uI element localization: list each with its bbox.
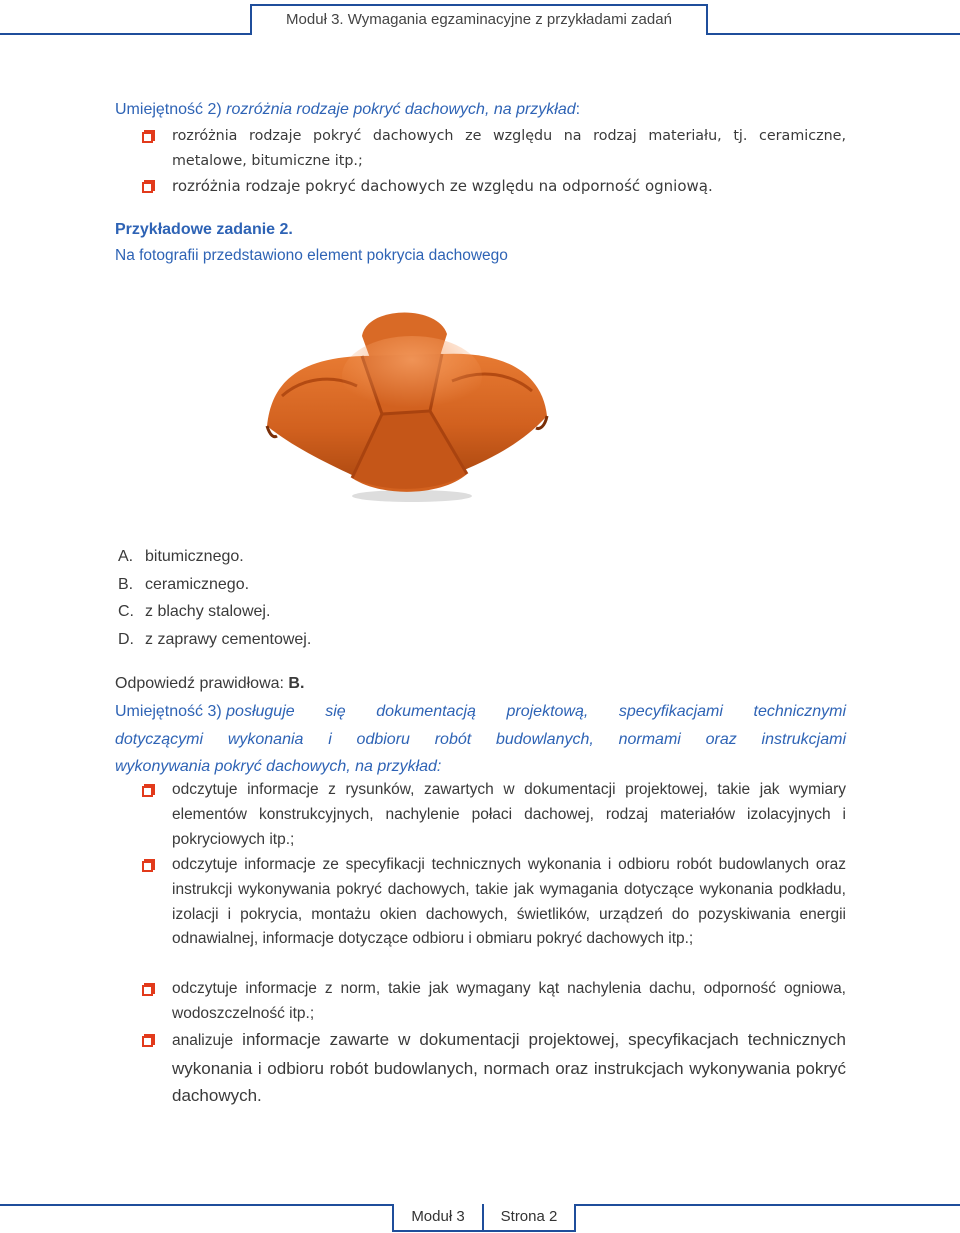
option-a: A. bitumicznego. (118, 548, 244, 565)
skill3-bullet-4-text: informacje zawarte w dokumentacji projektowej, specyfikacjach technicznych wykonania i odbioru robót budowlanych, normach oraz instrukcjach wykonywania pokryć dachowych. (172, 1030, 846, 1105)
option-b: B. ceramicznego. (118, 575, 250, 593)
checkbox-bullet-icon (142, 180, 155, 194)
task-title: Przykładowe zadanie 2. (115, 221, 293, 238)
task-question: Na fotografii przedstawiono element pokrycia dachowego (115, 247, 508, 264)
skill3-bullet-4 (172, 1026, 846, 1110)
skill3-bullet-3: odczytuje informacje z norm, takie jak wymagany kąt nachylenia dachu, odporność ogniowa, wodoszczelność itp.; (172, 980, 846, 1022)
skill3-heading-line1: Umiejętność 3) posługuje się dokumentacją projektową, specyfikacjami technicznymi (115, 703, 846, 720)
correct-answer-label: Odpowiedź prawidłowa: (115, 675, 289, 692)
answer-options (118, 543, 311, 653)
skill3-bullet-4-lead: analizuje (172, 1032, 234, 1049)
option-c: C. z blachy stalowej. (118, 603, 271, 620)
skill2-bullet-2: rozróżnia rodzaje pokryć dachowych ze względu na odporność ogniową. (172, 177, 713, 195)
checkbox-bullet-icon (142, 983, 155, 997)
checkbox-bullet-icon (142, 784, 155, 798)
correct-answer (115, 672, 304, 696)
checkbox-bullet-icon (142, 859, 155, 873)
skill2-bullet-1: rozróżnia rodzaje pokryć dachowych ze względu na rodzaj materiału, tj. ceramiczne, metalowe, bitumiczne itp.; (172, 128, 846, 169)
ceramic-roof-tile-photo (262, 296, 552, 506)
footer-page-number: Strona 2 (484, 1204, 576, 1232)
skill2-suffix: : (575, 101, 581, 118)
skill3-heading-line3: wykonywania pokryć dachowych, na przykład: (115, 758, 442, 775)
skill3-bullet-2: odczytuje informacje ze specyfikacji technicznych wykonania i odbioru robót budowlanych oraz instrukcji wykonywania pokryć dachowych, takie jak wymagania dotyczące wykonania podkładu, izolacji i pokrycia, montażu okien dachowych, świetlików, urządzeń do pozyskiwania energii odnawialnej, informacje dotyczące odbioru i obmiaru pokryć dachowych itp.; (172, 856, 846, 948)
skill3-bullet-1: odczytuje informacje z rysunków, zawartych w dokumentacji projektowej, takie jak wymiary elementów konstrukcyjnych, nachylenie połaci dachowej, rodzaj materiałów izolacyjnych i pokryciowych itp.; (172, 781, 846, 848)
option-d: D. z zaprawy cementowej. (118, 630, 312, 648)
skill2-italic: rozróżnia rodzaje pokryć dachowych, na przykład (226, 101, 576, 118)
checkbox-bullet-icon (142, 130, 155, 144)
footer-module: Moduł 3 (392, 1204, 484, 1232)
skill3-heading-line2: dotyczącymi wykonania i odbioru robót budowlanych, normami oraz instrukcjami (115, 730, 846, 748)
skill2-heading (115, 98, 580, 122)
correct-answer-value: B. (288, 675, 305, 692)
checkbox-bullet-icon (142, 1034, 155, 1048)
skill3-heading (115, 698, 846, 781)
skill2-prefix: Umiejętność 2) (115, 101, 227, 118)
header-title: Moduł 3. Wymagania egzaminacyjne z przykładami zadań (250, 4, 708, 35)
